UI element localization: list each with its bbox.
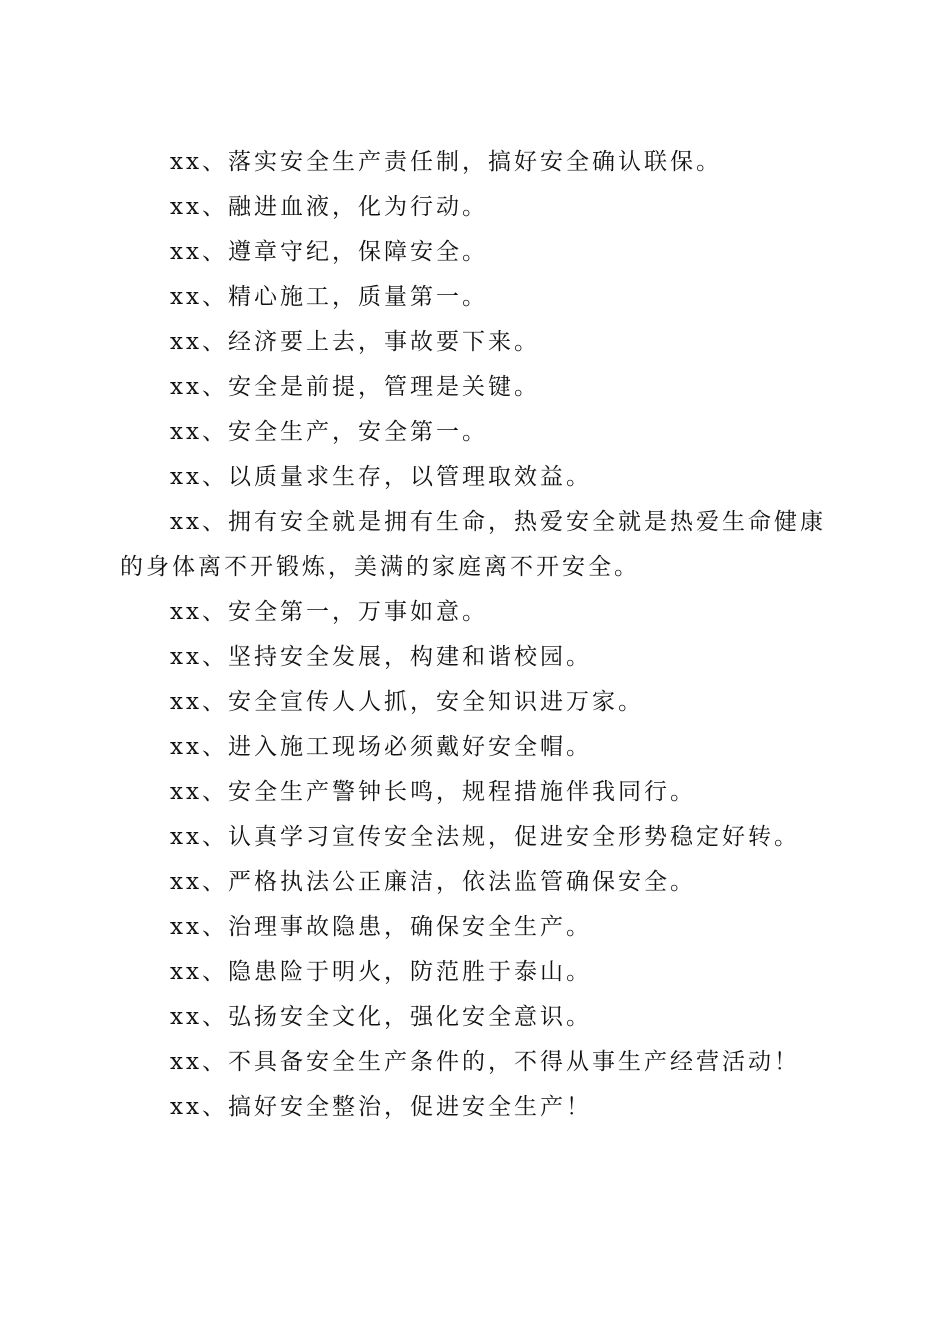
slogan-line: xx、严格执法公正廉洁，依法监管确保安全。 xyxy=(170,869,696,895)
slogan-line: xx、经济要上去，事故要下来。 xyxy=(170,329,540,355)
slogan-line: xx、隐患险于明火，防范胜于泰山。 xyxy=(170,959,592,985)
slogan-line-continuation: 的身体离不开锻炼，美满的家庭离不开安全。 xyxy=(120,554,640,580)
slogan-line: xx、以质量求生存，以管理取效益。 xyxy=(170,464,592,490)
slogan-line: xx、进入施工现场必须戴好安全帽。 xyxy=(170,734,592,760)
slogan-line: xx、精心施工，质量第一。 xyxy=(170,284,488,310)
slogan-line: xx、融进血液，化为行动。 xyxy=(170,194,488,220)
slogan-line: xx、不具备安全生产条件的，不得从事生产经营活动！ xyxy=(170,1049,800,1075)
slogan-line: xx、安全宣传人人抓，安全知识进万家。 xyxy=(170,689,644,715)
slogan-line: xx、治理事故隐患，确保安全生产。 xyxy=(170,914,592,940)
slogan-line: xx、安全是前提，管理是关键。 xyxy=(170,374,540,400)
slogan-line: xx、拥有安全就是拥有生命，热爱安全就是热爱生命健康 xyxy=(170,509,826,535)
slogan-line: xx、落实安全生产责任制，搞好安全确认联保。 xyxy=(170,149,722,175)
slogan-line: xx、搞好安全整治，促进安全生产！ xyxy=(170,1094,592,1120)
document-body xyxy=(120,140,830,1130)
slogan-line: xx、弘扬安全文化，强化安全意识。 xyxy=(170,1004,592,1030)
slogan-line: xx、坚持安全发展，构建和谐校园。 xyxy=(170,644,592,670)
slogan-line: xx、遵章守纪，保障安全。 xyxy=(170,239,488,265)
slogan-line: xx、认真学习宣传安全法规，促进安全形势稳定好转。 xyxy=(170,824,800,850)
slogan-line: xx、安全第一，万事如意。 xyxy=(170,599,488,625)
slogan-line: xx、安全生产，安全第一。 xyxy=(170,419,488,445)
slogan-line: xx、安全生产警钟长鸣，规程措施伴我同行。 xyxy=(170,779,696,805)
